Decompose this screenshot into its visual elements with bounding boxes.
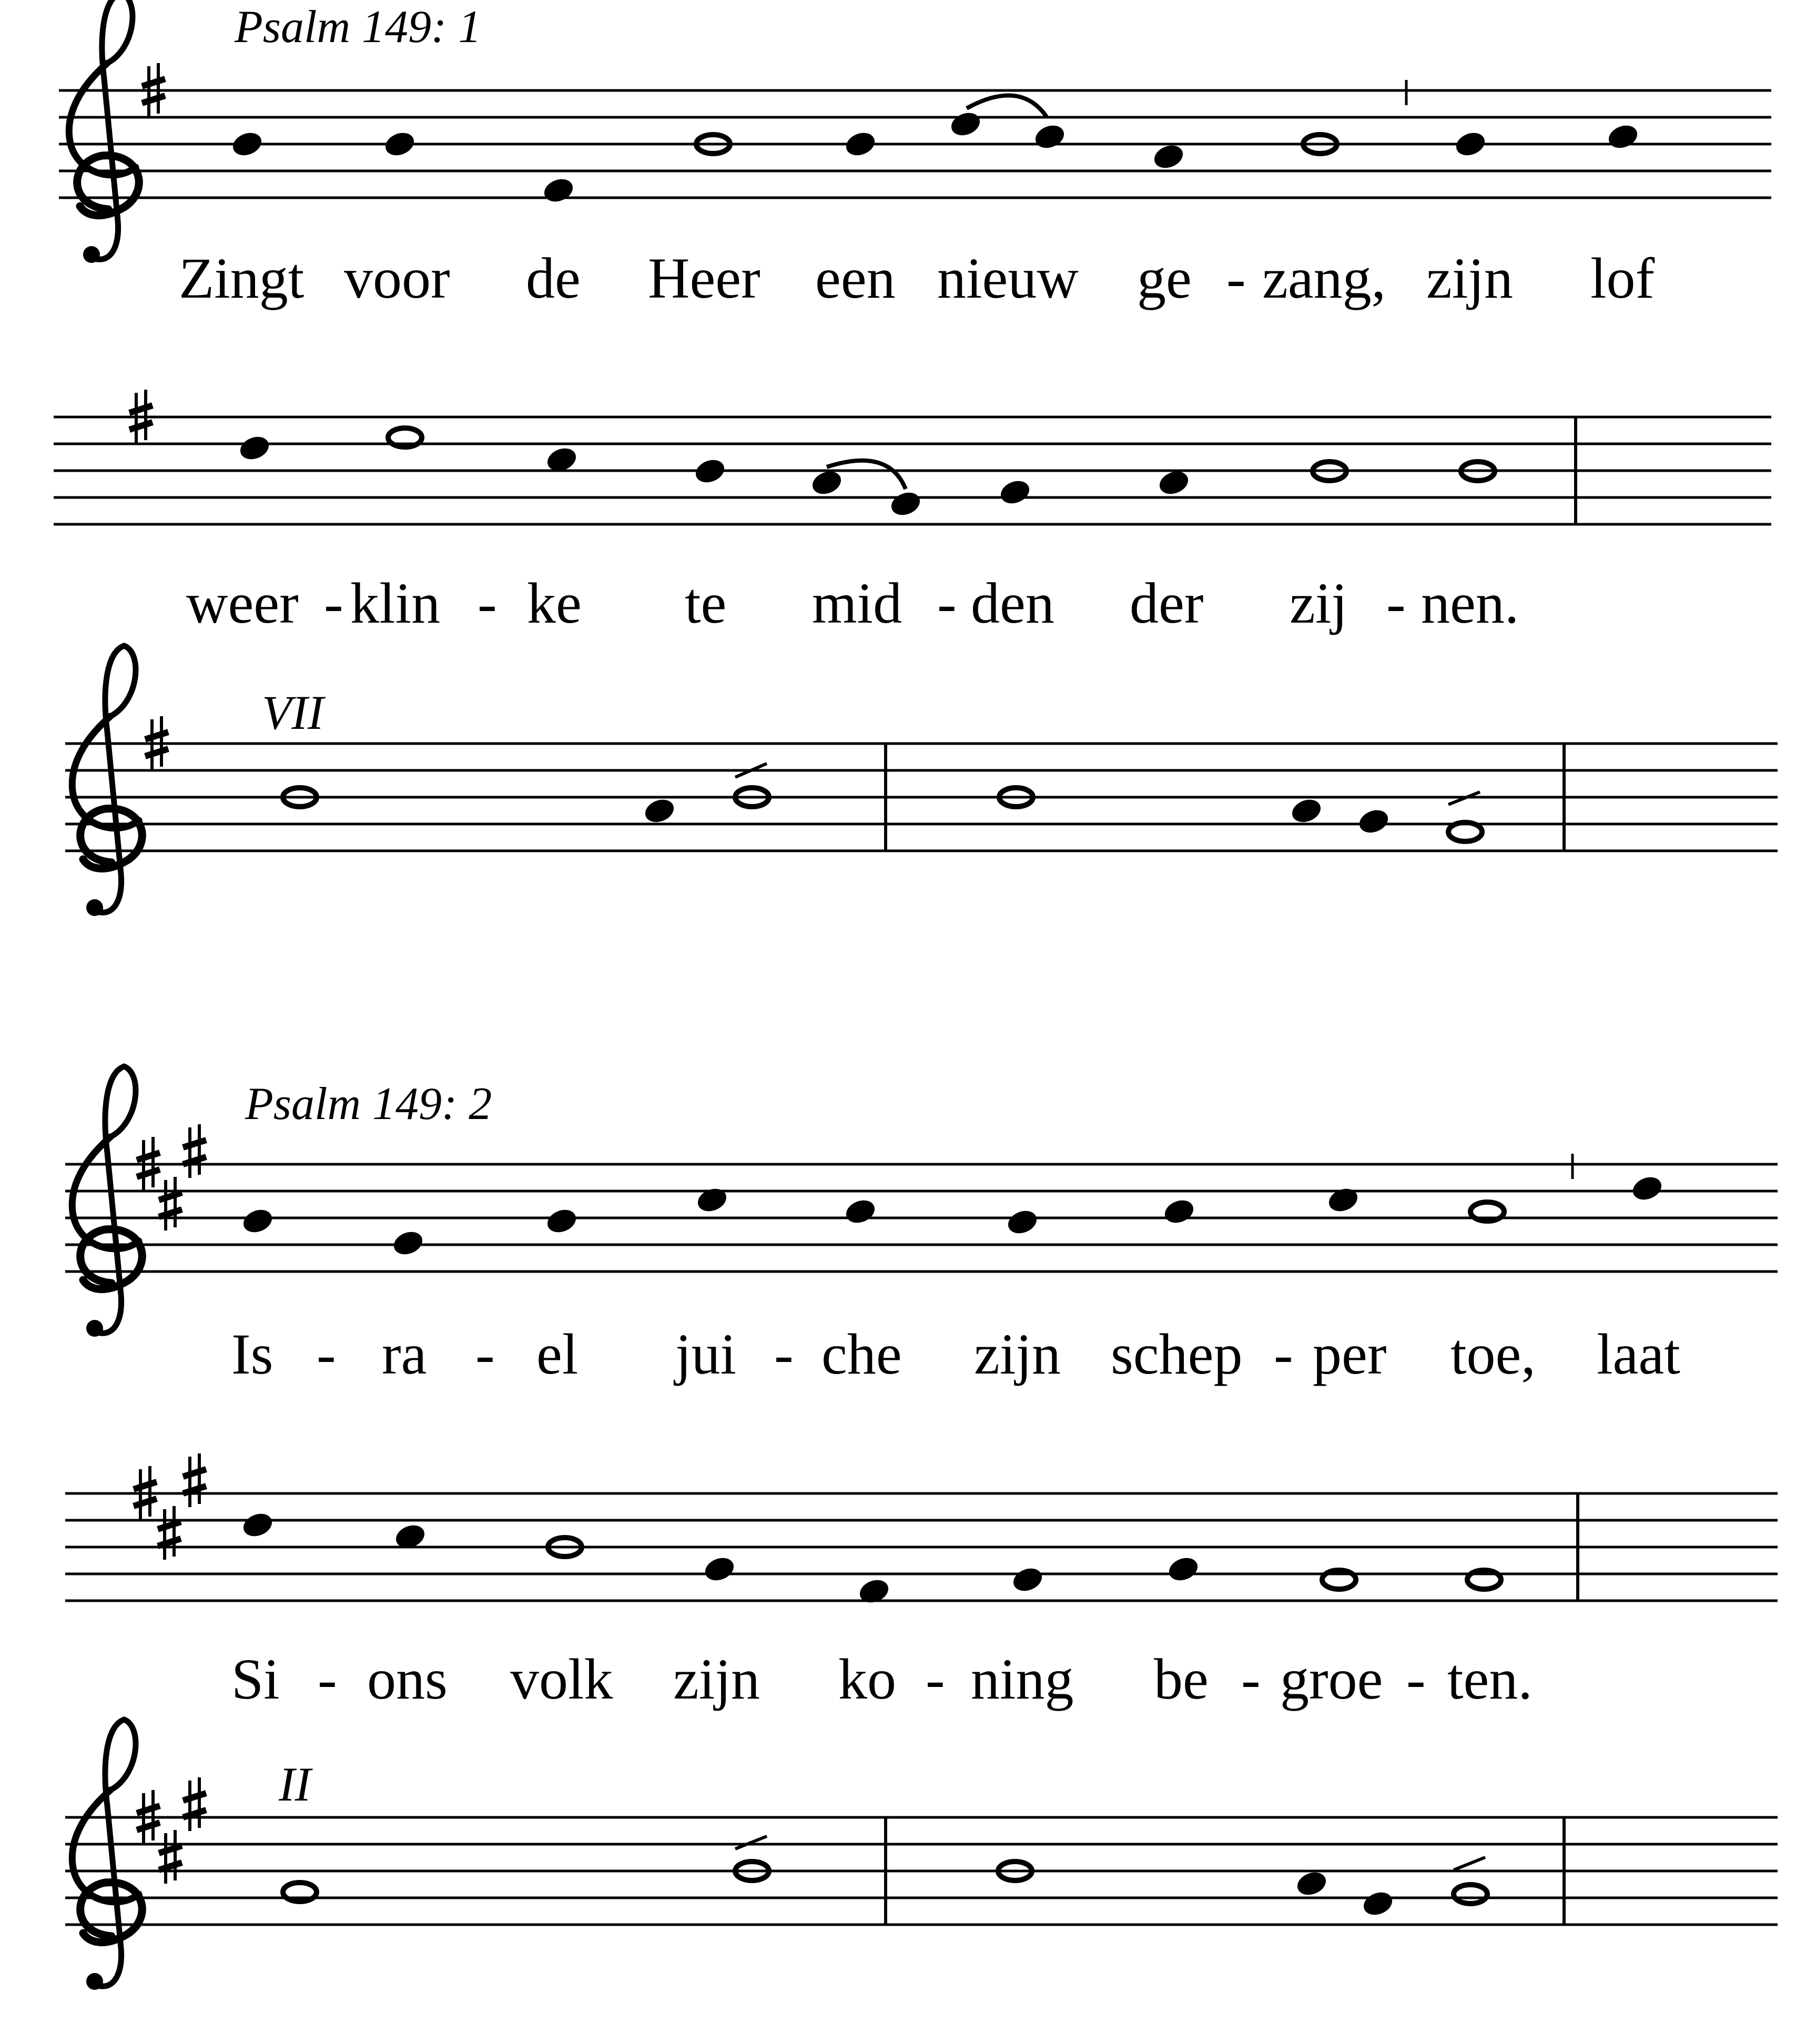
lyric-syllable: nieuw — [937, 246, 1079, 310]
lyric-syllable: ning — [971, 1647, 1074, 1711]
lyric-syllable: groe — [1280, 1647, 1383, 1711]
lyric-syllable: te — [685, 571, 727, 635]
lyric-syllable: - — [926, 1647, 945, 1711]
lyric-syllable: Zingt — [179, 246, 305, 310]
treble-clef-icon — [72, 1066, 142, 1337]
lyric-syllable: - — [1274, 1322, 1293, 1386]
lyric-syllable: zang, — [1262, 246, 1386, 310]
lyric-syllable: nen. — [1421, 571, 1519, 635]
psalm-1-lyrics-line-1 — [179, 246, 1655, 310]
lyric-syllable: - — [475, 1322, 495, 1386]
lyric-syllable: che — [821, 1322, 902, 1386]
sharp-icon — [158, 1506, 181, 1560]
lyric-syllable: mid — [812, 571, 902, 635]
lyric-syllable: Heer — [648, 246, 760, 310]
lyric-syllable: - — [478, 571, 497, 635]
lyric-syllable: ra — [382, 1322, 427, 1386]
lyric-syllable: de — [526, 246, 581, 310]
staff-5 — [65, 1453, 1778, 1606]
sharp-icon — [159, 1830, 182, 1884]
lyric-syllable: - — [1241, 1647, 1261, 1711]
treble-clef-icon — [69, 0, 139, 263]
lyric-syllable: ke — [527, 571, 582, 635]
lyric-syllable: klin — [350, 571, 441, 635]
notes-staff-2 — [237, 428, 1495, 519]
lyric-syllable: den — [971, 571, 1054, 635]
lyric-syllable: laat — [1597, 1322, 1680, 1386]
lyric-syllable: zijn — [673, 1647, 760, 1711]
lyric-syllable: ten. — [1447, 1647, 1533, 1711]
notes-staff-5 — [240, 1510, 1501, 1606]
staff-2 — [54, 390, 1771, 524]
lyric-syllable: schep — [1111, 1322, 1243, 1386]
lyric-syllable: ons — [367, 1647, 448, 1711]
staff-6 — [65, 1720, 1778, 1990]
lyric-syllable: Si — [231, 1647, 280, 1711]
lyric-syllable: ge — [1137, 246, 1192, 310]
lyric-syllable: - — [1226, 246, 1246, 310]
lyric-syllable: zij — [1290, 571, 1347, 635]
lyric-syllable: - — [324, 571, 343, 635]
lyric-syllable: - — [1406, 1647, 1426, 1711]
notes-staff-3 — [283, 764, 1482, 841]
lyric-syllable: Is — [231, 1322, 273, 1386]
lyric-syllable: voor — [344, 246, 450, 310]
sharp-icon — [183, 1453, 206, 1507]
lyric-syllable: ko — [838, 1647, 896, 1711]
psalm-1-lyrics-line-2 — [186, 571, 1519, 635]
lyric-syllable: - — [937, 571, 957, 635]
lyric-syllable: zijn — [974, 1322, 1061, 1386]
lyric-syllable: - — [1386, 571, 1406, 635]
notes-staff-1 — [230, 96, 1641, 206]
psalm-1-title: Psalm 149: 1 — [235, 2, 482, 53]
lyric-syllable: - — [317, 1322, 336, 1386]
treble-clef-icon — [72, 1720, 142, 1990]
tone-marker-psalm-2: II — [279, 1757, 311, 1811]
lyric-syllable: el — [536, 1322, 579, 1386]
sharp-icon — [183, 1777, 206, 1831]
treble-clef-icon — [72, 646, 142, 916]
lyric-syllable: een — [815, 246, 896, 310]
lyric-syllable: der — [1130, 571, 1204, 635]
lyric-syllable: jui — [675, 1322, 737, 1386]
lyric-syllable: volk — [510, 1647, 613, 1711]
psalm-2-lyrics-line-2 — [231, 1647, 1533, 1711]
lyric-syllable: be — [1154, 1647, 1209, 1711]
lyric-syllable: per — [1313, 1322, 1387, 1386]
lyric-syllable: weer — [186, 571, 299, 635]
lyric-syllable: zijn — [1426, 246, 1513, 310]
lyric-syllable: - — [318, 1647, 337, 1711]
psalm-2-title: Psalm 149: 2 — [245, 1079, 492, 1130]
sharp-icon — [159, 1177, 182, 1231]
lyric-syllable: lof — [1590, 246, 1655, 310]
lyric-syllable: toe, — [1450, 1322, 1536, 1386]
tone-marker-psalm-1: VII — [262, 686, 324, 739]
sharp-icon — [183, 1124, 206, 1178]
lyric-syllable: - — [774, 1322, 794, 1386]
psalm-2-lyrics-line-1 — [231, 1322, 1680, 1386]
